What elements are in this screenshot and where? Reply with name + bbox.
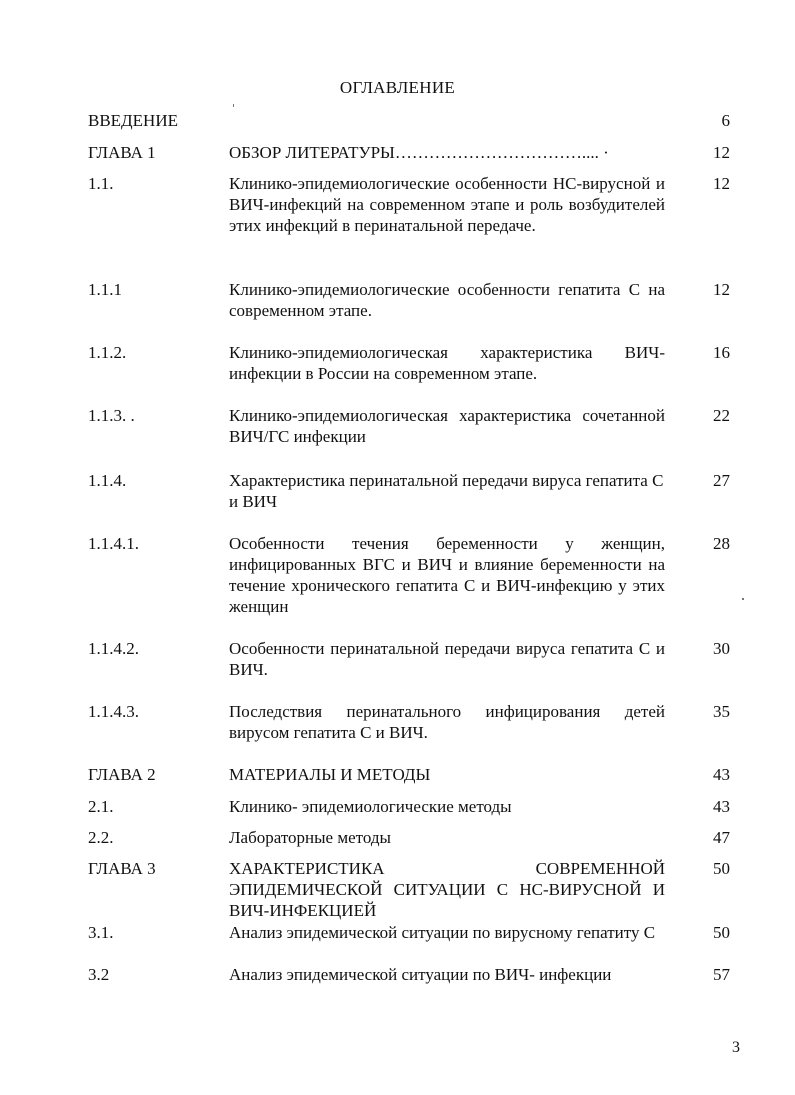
- toc-entry-number: 3.1.: [88, 923, 114, 942]
- toc-entry-title: ОБЗОР ЛИТЕРАТУРЫ…………………………….... ·: [229, 143, 609, 162]
- toc-entry-number: ГЛАВА 3: [88, 859, 156, 878]
- toc-entry-page: 12: [713, 280, 730, 299]
- toc-entry-title: Характеристика перинатальной передачи вируса гепатита С и ВИЧ: [229, 471, 664, 511]
- page-title: ОГЛАВЛЕНИЕ: [339, 78, 456, 97]
- toc-entry-title: Клинико-эпидемиологическая характеристика ВИЧ-инфекции в России на современном этапе.: [229, 343, 665, 383]
- page-number: 3: [732, 1039, 740, 1056]
- toc-entry-page: 57: [713, 965, 730, 984]
- toc-entry-number: 1.1.4.: [88, 471, 127, 490]
- toc-entry-number: 2.1.: [88, 797, 114, 816]
- toc-entry-number: 2.2.: [88, 828, 114, 847]
- toc-entry-page: 28: [713, 534, 730, 553]
- toc-entry-title: Клинико-эпидемиологические особенности HC-вирусной и ВИЧ-инфекций на современном этапе и роль возбудителей этих инфекций в перинатальной передаче.: [229, 174, 665, 235]
- toc-entry-title: Лабораторные методы: [229, 828, 391, 847]
- toc-entry-page: 30: [713, 639, 730, 658]
- toc-entry-number: 1.1.: [88, 174, 114, 193]
- toc-entry-page: 16: [713, 343, 730, 362]
- toc-entry-title: Особенности течения беременности у женщин, инфицированных ВГС и ВИЧ и влияние беременности на течение хронического гепатита С и ВИЧ-инфекцию у этих женщин: [229, 534, 665, 616]
- scan-speck: [742, 598, 744, 600]
- toc-entry-title: Клинико-эпидемиологическая характеристика сочетанной ВИЧ/ГС инфекции: [229, 406, 665, 446]
- toc-entry-number: 1.1.4.3.: [88, 702, 139, 721]
- toc-entry-number: ГЛАВА 1: [88, 143, 156, 162]
- toc-entry-page: 27: [713, 471, 730, 490]
- toc-entry-title: Анализ эпидемической ситуации по ВИЧ- инфекции: [229, 965, 612, 984]
- toc-entry-page: 35: [713, 702, 730, 721]
- toc-entry-title: ХАРАКТЕРИСТИКА СОВРЕМЕННОЙ ЭПИДЕМИЧЕСКОЙ СИТУАЦИИ С HC-ВИРУСНОЙ И ВИЧ-ИНФЕКЦИЕЙ: [229, 859, 665, 920]
- toc-entry-number: 1.1.1: [88, 280, 122, 299]
- toc-entry-title: Анализ эпидемической ситуации по вирусному гепатиту С: [229, 923, 656, 942]
- toc-entry-page: 22: [713, 406, 730, 425]
- toc-entry-page: 47: [713, 828, 730, 847]
- scan-speck: [233, 104, 234, 107]
- toc-entry-number: 1.1.4.2.: [88, 639, 139, 658]
- toc-entry-number: 1.1.2.: [88, 343, 127, 362]
- toc-entry-page: 12: [713, 174, 730, 193]
- toc-entry-page: 43: [713, 765, 730, 784]
- toc-entry-number: 1.1.3. .: [88, 406, 135, 425]
- toc-entry-title: Клинико- эпидемиологические методы: [229, 797, 512, 816]
- toc-entry-title: Клинико-эпидемиологические особенности гепатита С на современном этапе.: [229, 280, 665, 320]
- toc-entry-title: МАТЕРИАЛЫ И МЕТОДЫ: [229, 765, 431, 784]
- toc-entry-number: ВВЕДЕНИЕ: [88, 111, 178, 130]
- toc-entry-page: 50: [713, 859, 730, 878]
- toc-entry-title: Последствия перинатального инфицирования детей вирусом гепатита С и ВИЧ.: [229, 702, 665, 742]
- toc-entry-page: 6: [721, 111, 730, 130]
- toc-entry-page: 12: [713, 143, 730, 162]
- toc-entry-number: ГЛАВА 2: [88, 765, 156, 784]
- toc-entry-page: 50: [713, 923, 730, 942]
- toc-entry-title: Особенности перинатальной передачи вируса гепатита С и ВИЧ.: [229, 639, 665, 679]
- toc-entry-page: 43: [713, 797, 730, 816]
- toc-entry-number: 3.2: [88, 965, 110, 984]
- toc-entry-number: 1.1.4.1.: [88, 534, 139, 553]
